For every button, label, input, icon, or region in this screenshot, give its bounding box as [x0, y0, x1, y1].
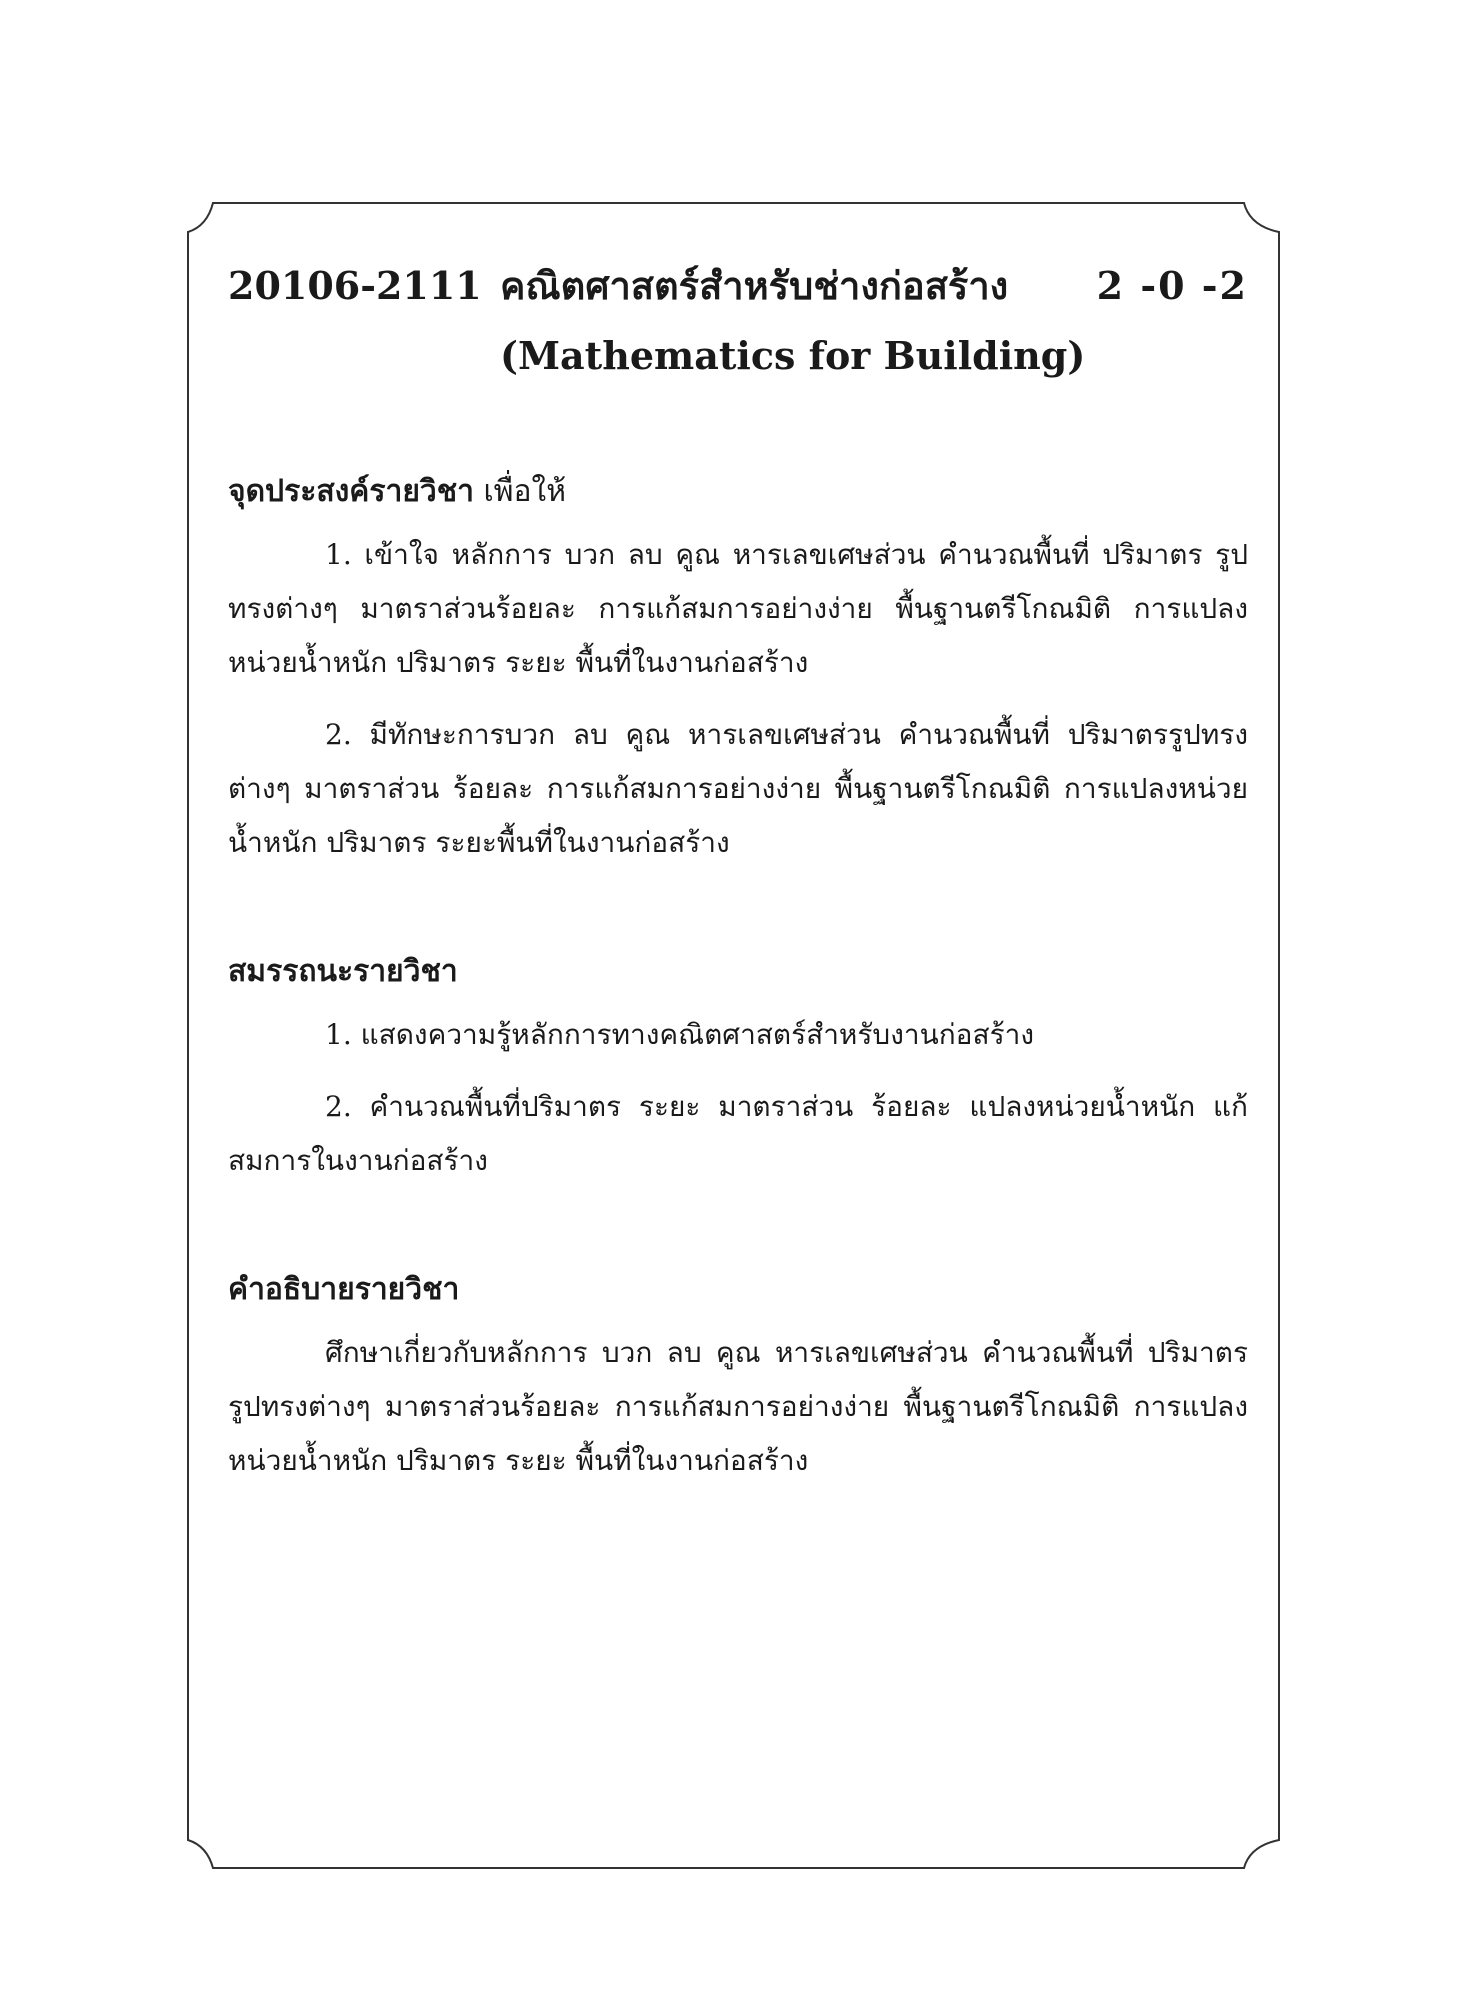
competency-item-1: 1. แสดงความรู้หลักการทางคณิตศาสตร์สำหรับงานก่อสร้าง [325, 1018, 1035, 1051]
course-credits: 2 -0 -2 [1096, 263, 1248, 308]
description-heading [228, 1270, 1248, 1310]
competencies-heading [228, 952, 1248, 992]
course-code: 20106-2111 [228, 263, 482, 308]
objective-item-2: 2. มีทักษะการบวก ลบ คูณ หารเลขเศษส่วน คำนวณพื้นที่ ปริมาตรรูปทรงต่างๆ มาตราส่วน ร้อยละ การแก้สมการอย่างง่าย พื้นฐานตรีโกณมิติ การแปลงหน่วยน้ำหนัก ปริมาตร ระยะพื้นที่ในงานก่อสร้าง [228, 718, 1248, 859]
course-header [228, 262, 1248, 310]
objectives-heading [228, 472, 1248, 512]
objectives-heading-suffix: เพื่อให้ [483, 474, 566, 509]
description-heading-label: คำอธิบายรายวิชา [228, 1272, 460, 1307]
competency-item-2: 2. คำนวณพื้นที่ปริมาตร ระยะ มาตราส่วน ร้อยละ แปลงหน่วยน้ำหนัก แก้สมการในงานก่อสร้าง [228, 1090, 1248, 1177]
competencies-heading-label: สมรรถนะรายวิชา [228, 954, 458, 989]
course-title-english: (Mathematics for Building) [500, 333, 1086, 378]
course-content [228, 262, 1248, 1488]
course-title-thai: คณิตศาสตร์สำหรับช่างก่อสร้าง [500, 263, 1009, 308]
objective-item-1: 1. เข้าใจ หลักการ บวก ลบ คูณ หารเลขเศษส่วน คำนวณพื้นที่ ปริมาตร รูปทรงต่างๆ มาตราส่วนร้อยละ การแก้สมการอย่างง่าย พื้นฐานตรีโกณมิติ การแปลงหน่วยน้ำหนัก ปริมาตร ระยะ พื้นที่ในงานก่อสร้าง [228, 538, 1248, 679]
description-text: ศึกษาเกี่ยวกับหลักการ บวก ลบ คูณ หารเลขเศษส่วน คำนวณพื้นที่ ปริมาตร รูปทรงต่างๆ มาตราส่วนร้อยละ การแก้สมการอย่างง่าย พื้นฐานตรีโกณมิติ การแปลงหน่วยน้ำหนัก ปริมาตร ระยะ พื้นที่ในงานก่อสร้าง [228, 1336, 1248, 1477]
objectives-heading-label: จุดประสงค์รายวิชา [228, 474, 474, 509]
